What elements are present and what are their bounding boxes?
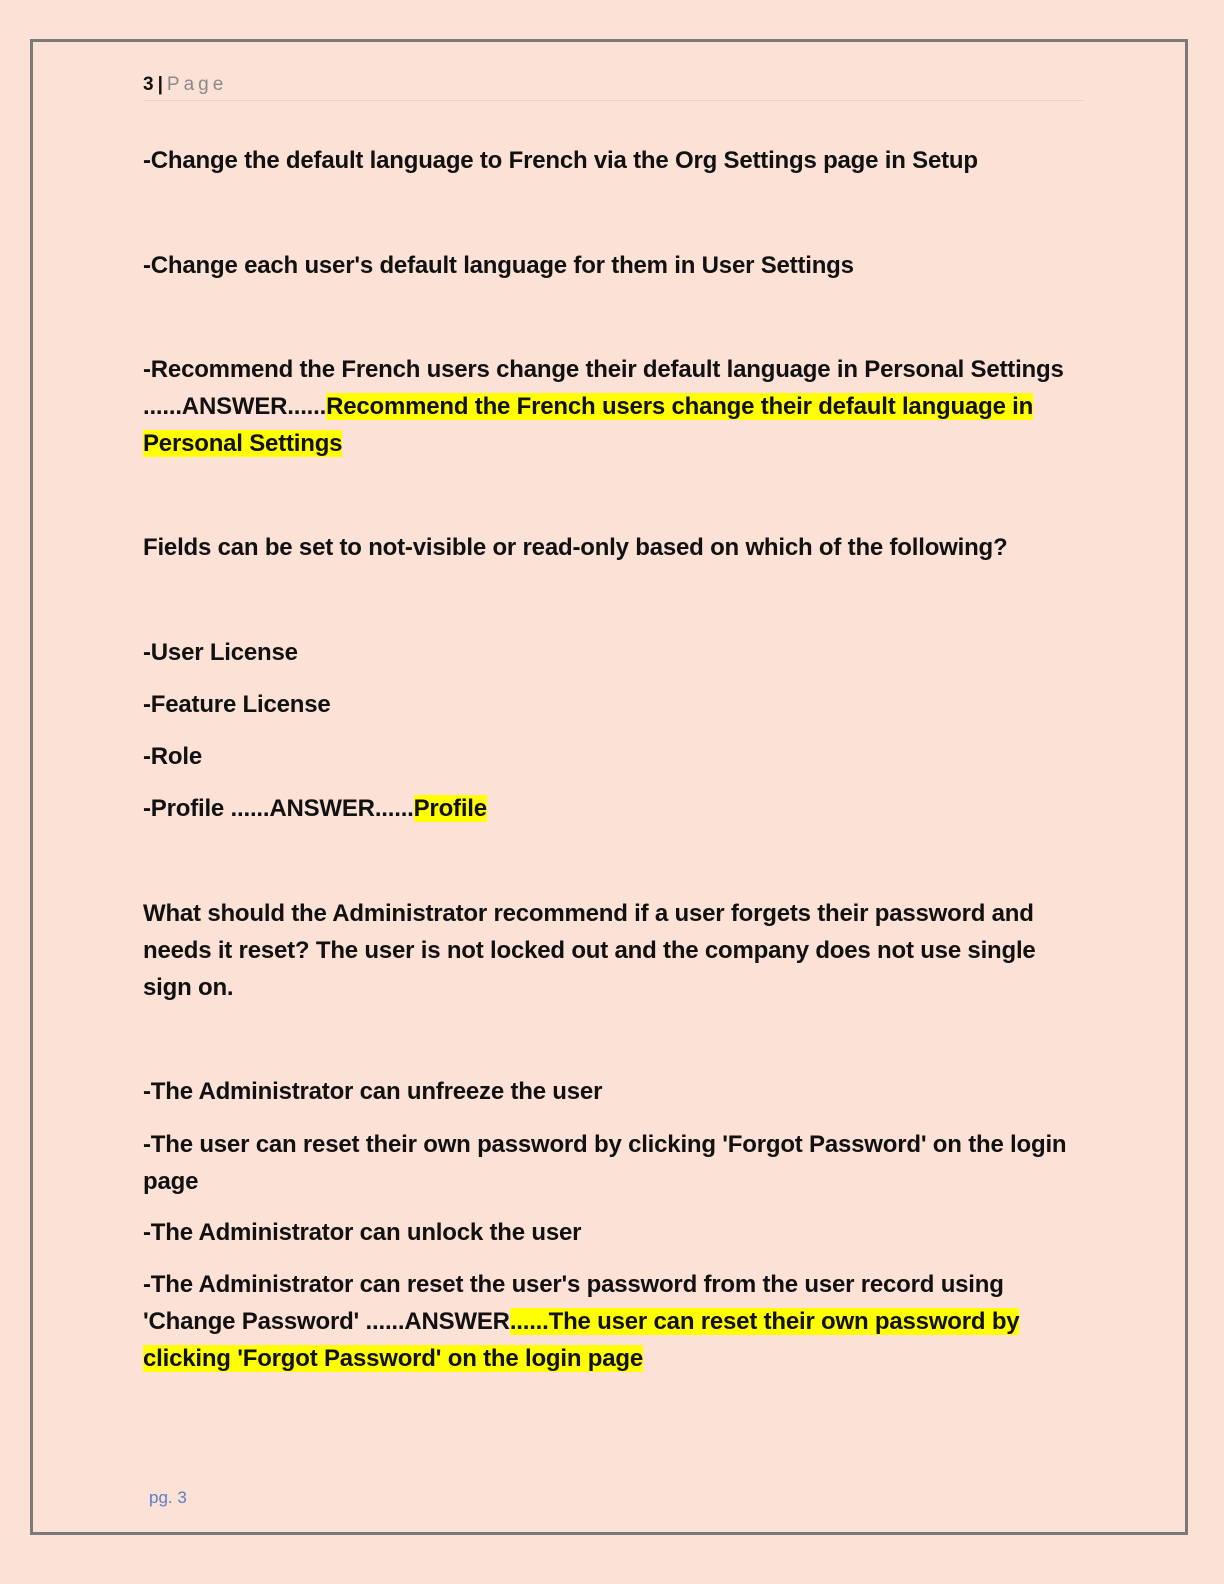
q2-option-4 [143,790,1088,827]
q2-question: Fields can be set to not-visible or read-only based on which of the following? [143,534,1008,561]
page-header [143,72,1083,101]
q3-option-4 [143,1266,1088,1377]
header-page-word: Page [166,74,228,95]
q3-option-4-text: -The Administrator can reset the user's password from the user record using 'Change Password' ......ANSWER [143,1271,1004,1335]
q1-answer-highlight: Recommend the French users change their default language in Personal Settings [143,393,1034,457]
q3-option-2: -The user can reset their own password by clicking 'Forgot Password' on the login page [143,1131,1067,1195]
header-separator: | [157,74,163,95]
q3-option-1: -The Administrator can unfreeze the user [143,1078,603,1105]
q2-option-2: -Feature License [143,691,331,718]
q1-option-2: -Change each user's default language for them in User Settings [143,252,854,279]
page-footer: pg. 3 [149,1488,187,1507]
q1-option-1: -Change the default language to French via the Org Settings page in Setup [143,147,978,174]
q3-question: What should the Administrator recommend if a user forgets their password and needs it reset? The user is not locked out and the company does not use single sign on. [143,900,1036,1001]
q2-option-1: -User License [143,639,298,666]
q3-answer-highlight: ......The user can reset their own password by clicking 'Forgot Password' on the login page [143,1308,1020,1372]
q2-option-4-text: -Profile ......ANSWER...... [143,795,414,822]
q1-option-3-text: -Recommend the French users change their default language in Personal Settings ......ANSWER...... [143,356,1064,420]
q2-option-3: -Role [143,743,203,770]
q1-option-3 [143,351,1088,462]
q3-option-3: -The Administrator can unlock the user [143,1219,582,1246]
header-page-number: 3 [143,74,154,95]
q2-answer-highlight: Profile [413,795,487,822]
